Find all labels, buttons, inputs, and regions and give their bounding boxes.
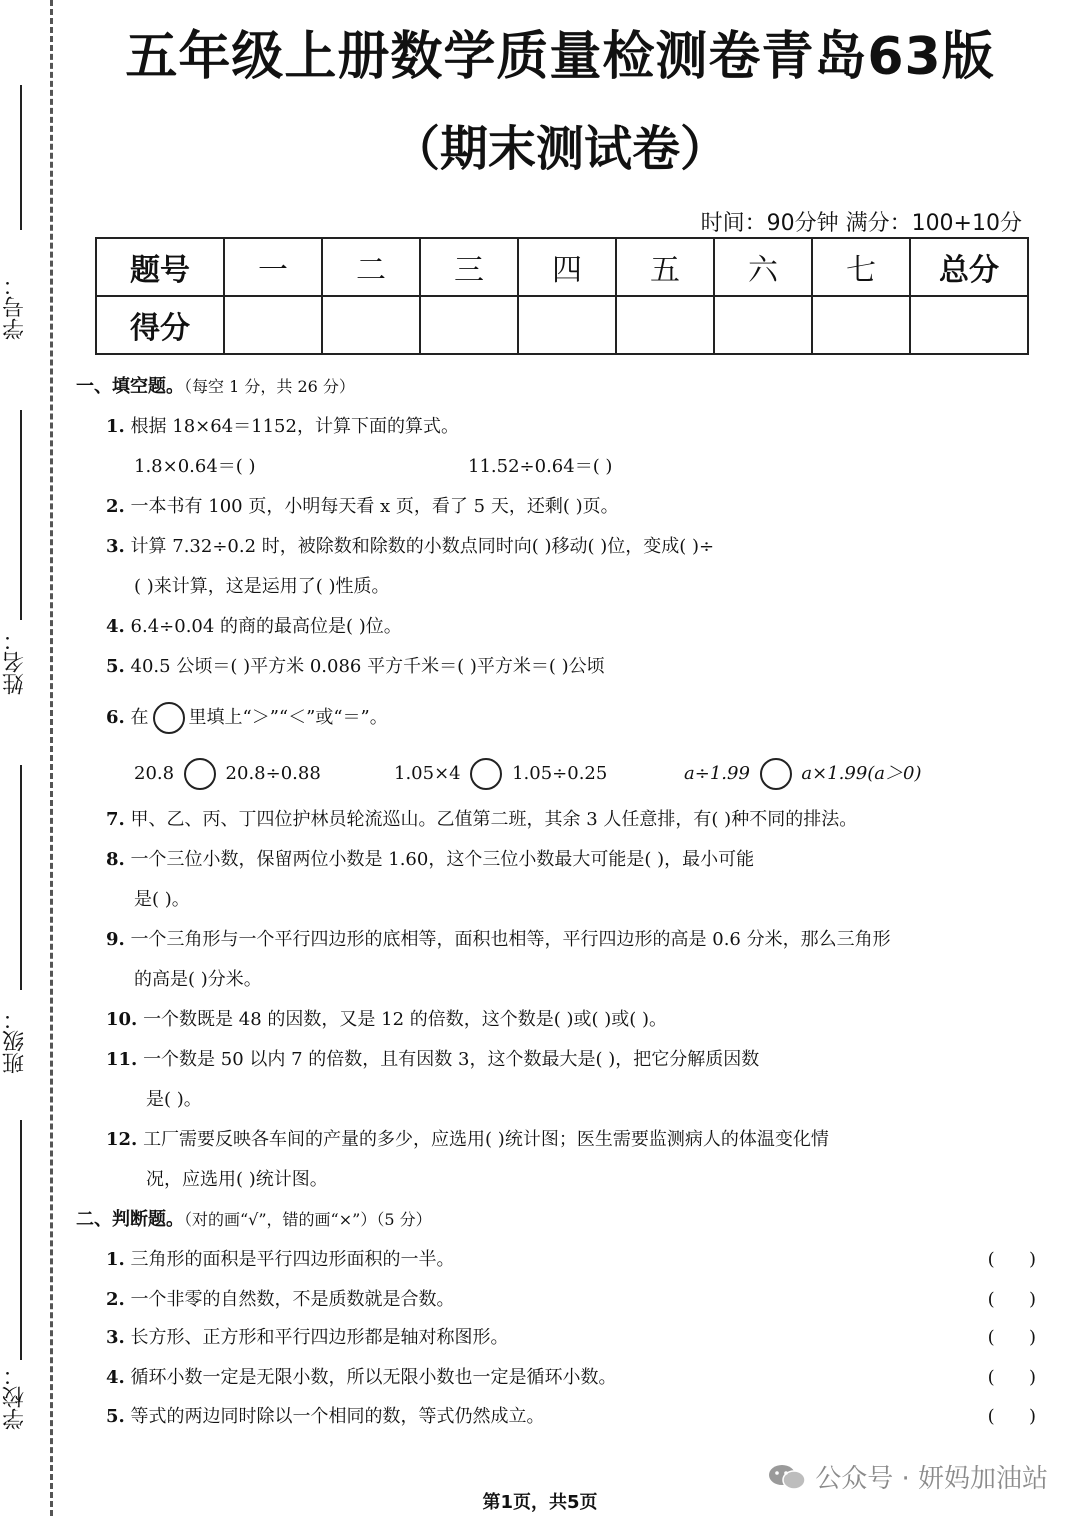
question-text: 一个三角形与一个平行四边形的底相等，面积也相等，平行四边形的高是 0.6 分米，那么三角形	[130, 929, 891, 950]
name-label: 姓名：	[0, 627, 30, 697]
question-number: 4.	[106, 1367, 125, 1388]
time-score-info: 时间：90分钟 满分：100+10分	[700, 211, 1022, 236]
judge-item	[106, 1248, 455, 1272]
question-text: 一个非零的自然数，不是质数就是合数。	[130, 1289, 455, 1310]
score-cell[interactable]	[616, 296, 714, 354]
question-text: 循环小数一定是无限小数，所以无限小数也一定是循环小数。	[130, 1367, 617, 1388]
answer-paren[interactable]: ( )	[987, 1249, 1036, 1270]
question-2	[106, 495, 619, 519]
question-number: 4.	[106, 616, 125, 637]
question-text: 长方形、正方形和平行四边形都是轴对称图形。	[130, 1327, 509, 1348]
question-12-cont[interactable]: 况，应选用( )统计图。	[146, 1169, 328, 1190]
question-1a[interactable]: 1.8×0.64＝( )	[134, 456, 256, 477]
question-5	[106, 655, 605, 679]
answer-paren[interactable]: ( )	[987, 1367, 1036, 1388]
question-text[interactable]: 一个三位小数，保留两位小数是 1.60，这个三位小数最大可能是( )，最小可能	[130, 849, 755, 870]
question-text[interactable]: 6.4÷0.04 的商的最高位是( )位。	[130, 616, 402, 637]
page-title: 五年级上册数学质量检测卷青岛63版	[125, 27, 995, 87]
question-1b[interactable]: 11.52÷0.64＝( )	[468, 456, 613, 477]
question-number: 2.	[106, 496, 125, 517]
compare-left: 20.8	[134, 763, 175, 784]
compare-2	[394, 758, 607, 790]
judge-item	[106, 1366, 617, 1390]
question-8-cont[interactable]: 是( )。	[134, 889, 190, 910]
header-cell: 六	[714, 238, 812, 296]
question-7	[106, 808, 857, 832]
question-text: 三角形的面积是平行四边形面积的一半。	[130, 1249, 455, 1270]
section2-title: 二、判断题。	[76, 1209, 184, 1230]
score-table-header-row	[96, 238, 1028, 296]
score-cell[interactable]	[910, 296, 1028, 354]
question-1	[106, 415, 459, 439]
question-text: 等式的两边同时除以一个相同的数，等式仍然成立。	[130, 1406, 545, 1427]
judge-item	[106, 1405, 545, 1429]
compare-right: 1.05÷0.25	[512, 763, 608, 784]
score-cell[interactable]	[518, 296, 616, 354]
score-cell[interactable]	[714, 296, 812, 354]
question-6	[106, 702, 388, 734]
circle-icon	[153, 702, 185, 734]
answer-paren[interactable]: ( )	[987, 1327, 1036, 1348]
question-4	[106, 615, 402, 639]
question-9-cont[interactable]: 的高是( )分米。	[134, 969, 262, 990]
score-cell[interactable]	[224, 296, 322, 354]
name-line	[20, 410, 22, 620]
header-cell: 五	[616, 238, 714, 296]
score-table-score-row	[96, 296, 1028, 354]
question-3-cont[interactable]: ( )来计算，这是运用了( )性质。	[134, 576, 390, 597]
section1-title: 一、填空题。	[76, 376, 184, 397]
question-text[interactable]: 40.5 公顷＝( )平方米 0.086 平方千米＝( )平方米＝( )公顷	[130, 656, 605, 677]
question-3	[106, 535, 714, 559]
compare-circle[interactable]	[760, 758, 792, 790]
question-9	[106, 928, 891, 952]
question-number: 8.	[106, 849, 125, 870]
binding-dashed-line	[50, 0, 53, 1516]
judge-item	[106, 1288, 455, 1312]
question-12	[106, 1128, 829, 1152]
compare-right: a×1.99(a＞0)	[801, 763, 922, 784]
compare-right: 20.8÷0.88	[225, 763, 321, 784]
question-number: 2.	[106, 1289, 125, 1310]
compare-circle[interactable]	[470, 758, 502, 790]
question-text[interactable]: 甲、乙、丙、丁四位护林员轮流巡山。乙值第二班，其余 3 人任意排，有( )种不同的排法。	[130, 809, 858, 830]
header-cell: 四	[518, 238, 616, 296]
class-line	[20, 765, 22, 990]
question-text-post: 里填上“＞”“＜”或“＝”。	[188, 707, 388, 728]
section1-note: （每空 1 分，共 26 分）	[184, 377, 355, 396]
question-text[interactable]: 工厂需要反映各车间的产量的多少，应选用( )统计图；医生需要监测病人的体温变化情	[143, 1129, 829, 1150]
watermark-text: 公众号 · 妍妈加油站	[815, 1464, 1048, 1494]
student-id-label: 学号：	[0, 272, 30, 342]
question-text[interactable]: 一个数既是 48 的因数，又是 12 的倍数，这个数是( )或( )或( )。	[143, 1009, 668, 1030]
score-cell[interactable]	[322, 296, 420, 354]
question-number: 5.	[106, 1406, 125, 1427]
wechat-icon	[767, 1463, 807, 1491]
question-number: 6.	[106, 707, 125, 728]
score-cell[interactable]	[812, 296, 910, 354]
school-label: 学校：	[0, 1362, 30, 1432]
score-row-label: 得分	[96, 296, 224, 354]
score-cell[interactable]	[420, 296, 518, 354]
question-11	[106, 1048, 759, 1072]
page-subtitle: （期末测试卷）	[391, 121, 728, 177]
header-cell: 题号	[96, 238, 224, 296]
header-cell: 二	[322, 238, 420, 296]
question-number: 11.	[106, 1049, 138, 1070]
score-table	[95, 237, 1029, 355]
question-text[interactable]: 计算 7.32÷0.2 时，被除数和除数的小数点同时向( )移动( )位，变成( )÷	[130, 536, 715, 557]
question-number: 3.	[106, 536, 125, 557]
question-number: 1.	[106, 416, 125, 437]
question-text[interactable]: 一个数是 50 以内 7 的倍数，且有因数 3，这个数最大是( )，把它分解质因数	[143, 1049, 760, 1070]
question-text-pre: 在	[130, 707, 149, 728]
section1-heading	[76, 375, 355, 399]
header-cell: 一	[224, 238, 322, 296]
answer-paren[interactable]: ( )	[987, 1406, 1036, 1427]
question-number: 9.	[106, 929, 125, 950]
question-number: 7.	[106, 809, 125, 830]
question-8	[106, 848, 754, 872]
question-text: 根据 18×64＝1152，计算下面的算式。	[130, 416, 459, 437]
question-text[interactable]: 一本书有 100 页，小明每天看 x 页，看了 5 天，还剩( )页。	[130, 496, 619, 517]
header-cell: 总分	[910, 238, 1028, 296]
compare-left: 1.05×4	[394, 763, 461, 784]
compare-left: a÷1.99	[684, 763, 750, 784]
compare-1	[134, 758, 321, 790]
question-number: 3.	[106, 1327, 125, 1348]
section2-heading	[76, 1208, 432, 1232]
header-cell: 三	[420, 238, 518, 296]
student-id-line	[20, 85, 22, 230]
judge-item	[106, 1326, 509, 1350]
page-footer: 第1页，共5页	[482, 1492, 598, 1513]
school-line	[20, 1120, 22, 1360]
compare-circle[interactable]	[184, 758, 216, 790]
question-number: 1.	[106, 1249, 125, 1270]
class-label: 班级：	[0, 1006, 30, 1076]
question-number: 10.	[106, 1009, 138, 1030]
section2-note: （对的画“√”，错的画“×”）（5 分）	[184, 1210, 432, 1229]
header-cell: 七	[812, 238, 910, 296]
question-number: 12.	[106, 1129, 138, 1150]
question-10	[106, 1008, 667, 1032]
question-11-cont[interactable]: 是( )。	[146, 1089, 202, 1110]
compare-3	[684, 758, 922, 790]
answer-paren[interactable]: ( )	[987, 1289, 1036, 1310]
question-number: 5.	[106, 656, 125, 677]
